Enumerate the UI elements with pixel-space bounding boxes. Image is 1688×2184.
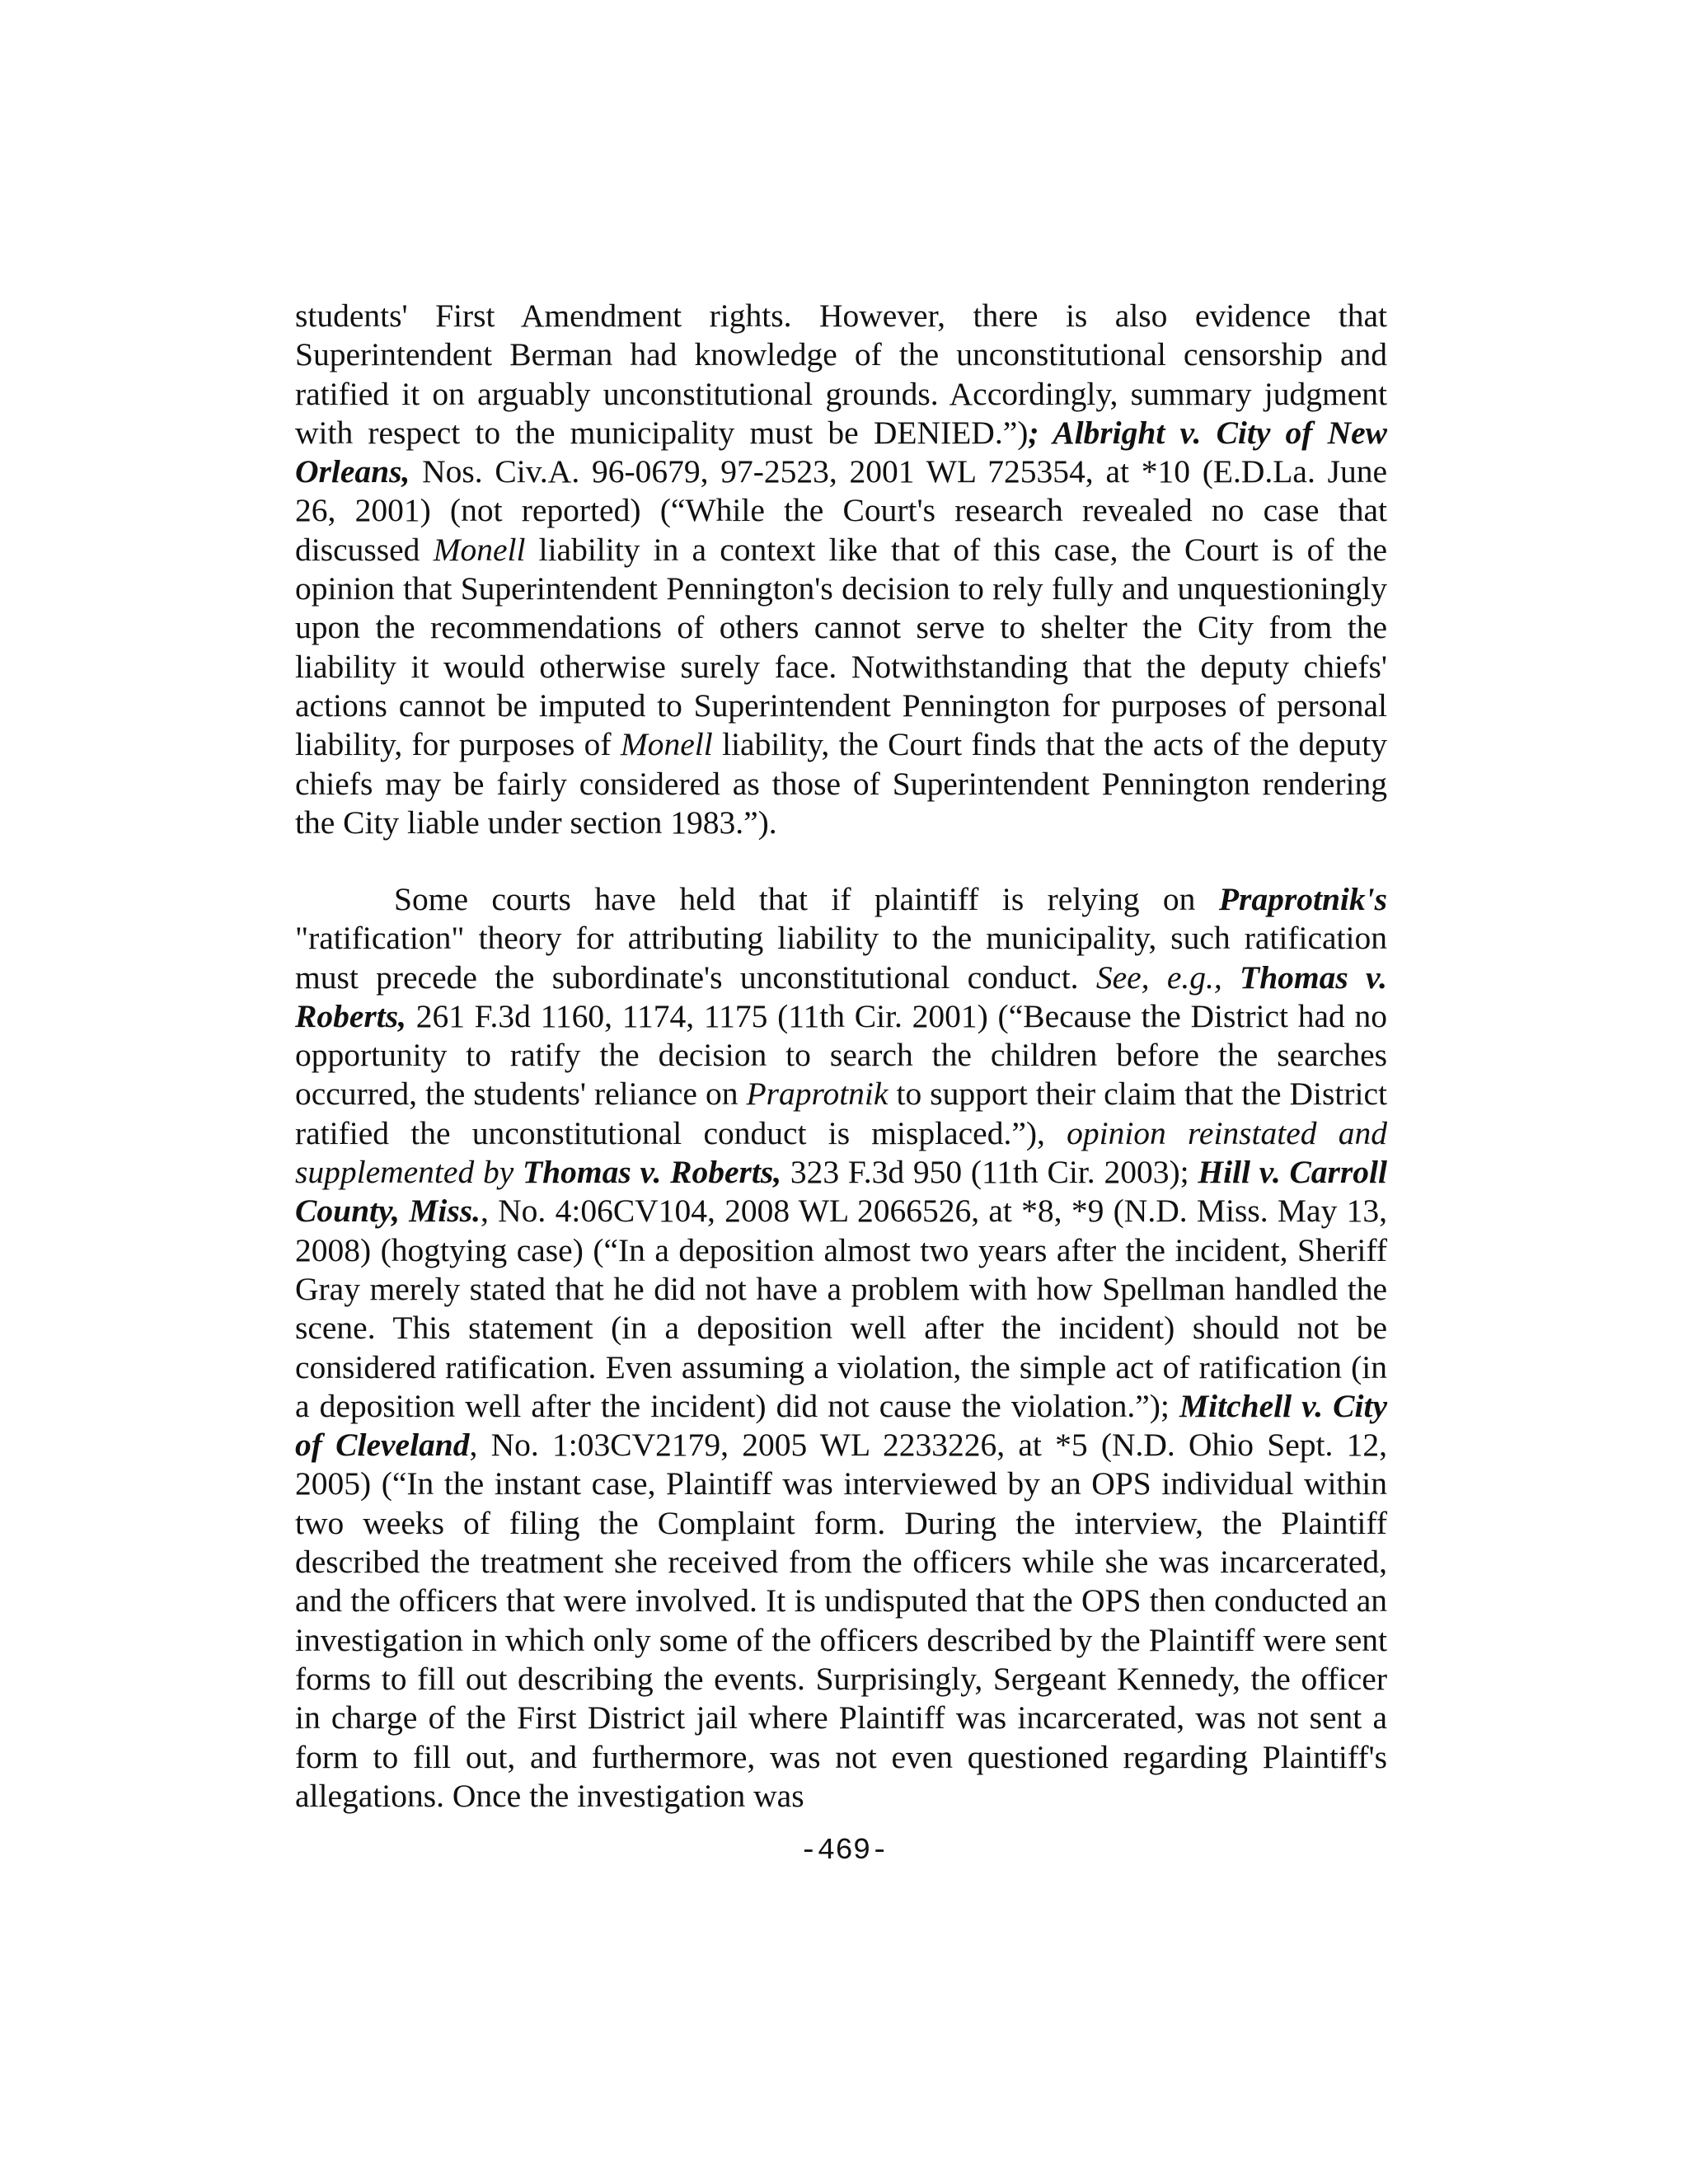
case-name-praprotnik: Praprotnik's [1218,881,1387,917]
quote-text: students' First Amendment rights. However, there is also evidence that Superintendent Berman had knowledge of the unconstitutional censorship and ratified it on arguably unconstitutional grounds. Accordingly, summary judgment with respect to the municipality must be DENIED.”) [295,298,1387,451]
quote-text: to support their claim that the District ratified the unconstitutional conduct is misplaced.”), [295,1076,1387,1151]
case-citation-thomas: Thomas v. Roberts, [513,1154,782,1191]
case-citation-mitchell: Mitchell v. City of Cleveland [295,1387,1387,1464]
case-name-praprotnik: Praprotnik [746,1076,889,1113]
citation-details: , No. 4:06CV104, 2008 WL 2066526, at *8, *9 (N.D. Miss. May 13, 2008) (hogtying case) (“In a deposition almost two years after the incident, Sheriff Gray merely stated that he did not have a problem with how Spellman handled the scene. This statement (in a deposition well after the incident) should not be considered ratification. Even assuming a violation, the simple act of ratification (in a deposition well after the incident) did not cause the violation.”); [295,1193,1387,1424]
case-citation-albright: ; Albright v. City of New Orleans, [295,414,1387,490]
citation-details: , No. 1:03CV2179, 2005 WL 2233226, at *5 (N.D. Ohio Sept. 12, 2005) (“In the instant case, Plaintiff was interviewed by an OPS individual within two weeks of filing the Complaint form. During the interview, the Plaintiff described the treatment she received from the officers while she was incarcerated, and the officers that were involved. It is undisputed that the OPS then conducted an investigation in which only some of the officers described by the Plaintiff were sent forms to fill out describing the events. Surprisingly, Sergeant Kennedy, the officer in charge of the First District jail where Plaintiff was incarcerated, was not sent a form to fill out, and furthermore, was not even questioned regarding Plaintiff's allegations. Once the investigation was [295,1427,1387,1814]
paragraph-ratification [295,880,1387,1816]
page-number: -469- [799,1834,889,1868]
body-text: Some courts have held that if plaintiff is relying on [394,881,1219,917]
citation-details: Nos. Civ.A. 96-0679, 97-2523, 2001 WL 725354, at *10 (E.D.La. June 26, 2001) (not reported) (“While the Court's research revealed no case that discussed [295,453,1387,568]
paragraph-continuation [295,297,1387,842]
case-citation-thomas: Thomas v. Roberts, [295,958,1387,1034]
citation-details: 323 F.3d 950 (11th Cir. 2003); [781,1154,1198,1191]
signal-see-eg: See, e.g., [1095,958,1222,996]
quote-text: liability, the Court finds that the acts of the deputy chiefs may be fairly considered as those of Superintendent Pennington rendering the City liable under section 1983.”). [295,726,1387,841]
citation-details: 261 F.3d 1160, 1174, 1175 (11th Cir. 2001) (“Because the District had no opportunity to ratify the decision to search the children before the searches occurred, the students' reliance on [295,997,1387,1113]
body-text: "ratification" theory for attributing liability to the municipality, such ratification must precede the subordinate's unconstitutional conduct. [295,920,1387,996]
case-citation-hill: Hill v. Carroll County, Miss. [295,1154,1387,1230]
subsequent-history: opinion reinstated and supplemented by [295,1114,1388,1191]
quote-text: liability in a context like that of this case, the Court is of the opinion that Superintendent Pennington's decision to rely fully and unquestioningly upon the recommendations of others cannot serve to shelter the City from the liability it would otherwise surely face. Notwithstanding that the deputy chiefs' actions cannot be imputed to Superintendent Pennington for purposes of personal liability, for purposes of [295,531,1387,763]
case-name-monell: Monell [433,531,526,568]
case-name-monell: Monell [620,726,713,763]
